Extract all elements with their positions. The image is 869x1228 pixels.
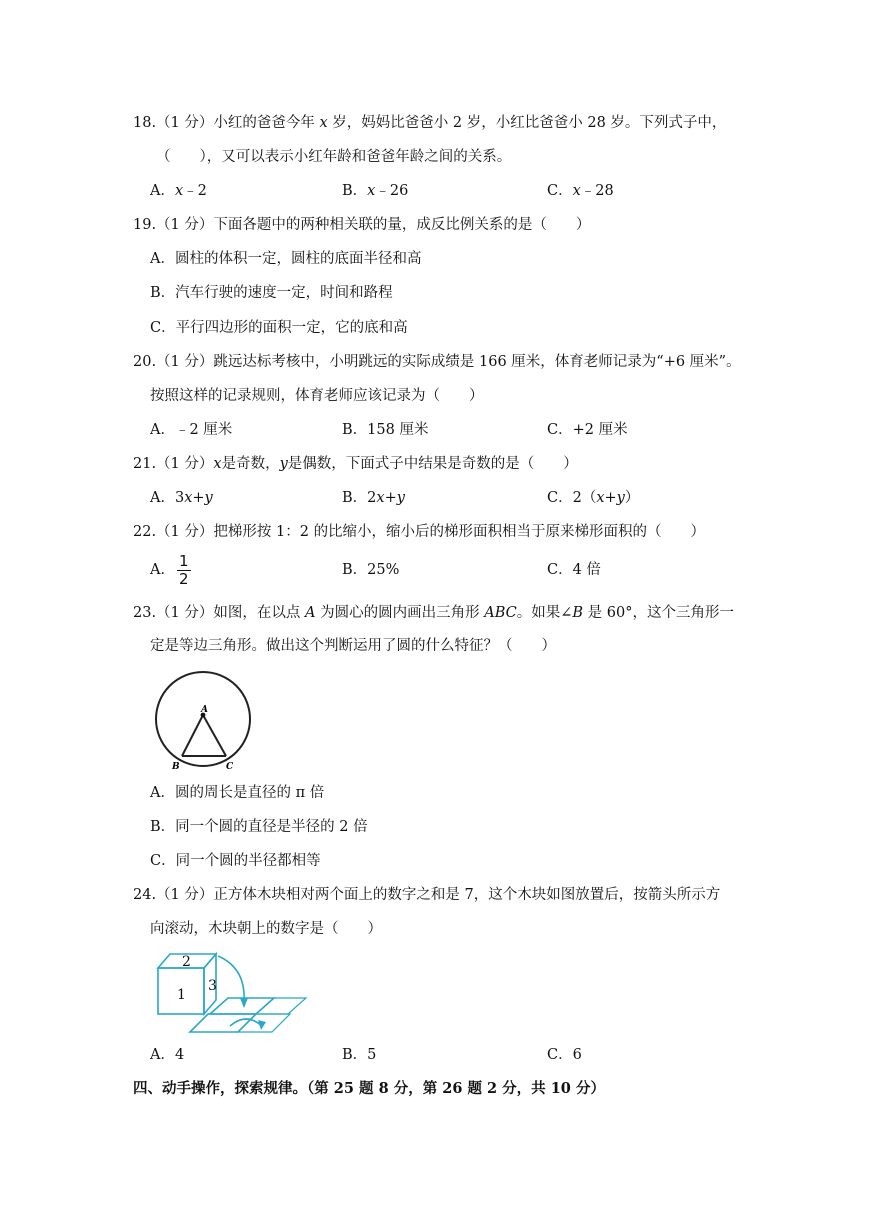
q23-option-b[interactable]: B．同一个圆的直径是半径的 2 倍 (150, 819, 368, 835)
triangle-side-ab (182, 715, 203, 756)
q23-option-c[interactable]: C．同一个圆的半径都相等 (150, 853, 321, 869)
cube-side-number: 3 (208, 978, 217, 994)
q20-line1: 20.（1 分）跳远达标考核中，小明跳远的实际成绩是 166 厘米，体育老师记录为“+6 厘米”。 (133, 354, 741, 370)
q22-option-c[interactable]: C．4 倍 (547, 562, 601, 578)
ground-square-2 (190, 1014, 256, 1032)
fraction-one-half: $\frac{1}{2}$ (178, 551, 189, 588)
arrowhead-icon (240, 998, 248, 1008)
q21-option-a[interactable]: A．3x+y (150, 490, 213, 506)
q19-option-a[interactable]: A．圆柱的体积一定，圆柱的底面半径和高 (150, 251, 422, 267)
label-c: C (226, 762, 234, 772)
q22-option-a[interactable]: A． $\frac{1}{2}$ (150, 551, 189, 588)
q18-option-c[interactable]: C．x﹣28 (547, 183, 614, 199)
label-a: A (201, 705, 208, 715)
q18-line2: （ ），又可以表示小红年龄和爸爸年龄之间的关系。 (156, 149, 512, 165)
q22-line1: 22.（1 分）把梯形按 1：2 的比缩小，缩小后的梯形面积相当于原来梯形面积的（ ） (133, 524, 706, 540)
q18-option-b[interactable]: B．x﹣26 (342, 183, 409, 199)
q24-option-c[interactable]: C．6 (547, 1047, 582, 1063)
ground-square-3 (256, 998, 306, 1014)
roll-arrow-icon (218, 956, 244, 1002)
q20-option-a[interactable]: A．﹣2 厘米 (150, 422, 233, 438)
rolling-cube-figure (150, 946, 315, 1038)
q20-option-b[interactable]: B．158 厘米 (342, 422, 429, 438)
section-four-heading: 四、动手操作，探索规律。（第 25 题 8 分，第 26 题 2 分，共 10 分） (133, 1080, 605, 1097)
q24-line1: 24.（1 分）正方体木块相对两个面上的数字之和是 7，这个木块如图放置后，按箭头所示方 (133, 887, 721, 903)
q21-option-c[interactable]: C．2（x+y） (547, 490, 640, 506)
q21-option-b[interactable]: B．2x+y (342, 490, 405, 506)
q19-line1: 19.（1 分）下面各题中的两种相关联的量，成反比例关系的是（ ） (133, 217, 591, 233)
q24-line2: 向滚动，木块朝上的数字是（ ） (150, 921, 382, 937)
q21-line1: 21.（1 分）x是奇数，y是偶数，下面式子中结果是奇数的是（ ） (133, 456, 578, 472)
q19-option-b[interactable]: B．汽车行驶的速度一定，时间和路程 (150, 285, 393, 301)
triangle-side-ac (203, 715, 226, 756)
q22-option-b[interactable]: B．25% (342, 562, 400, 578)
q23-line2: 定是等边三角形。做出这个判断运用了圆的什么特征？（ ） (150, 638, 556, 654)
q19-option-c[interactable]: C．平行四边形的面积一定，它的底和高 (150, 320, 408, 336)
q23-option-a[interactable]: A．圆的周长是直径的 π 倍 (150, 785, 325, 801)
q24-option-b[interactable]: B．5 (342, 1047, 377, 1063)
q20-line2: 按照这样的记录规则，体育老师应该记录为（ ） (150, 388, 484, 404)
q23-line1: 23.（1 分）如图，在以点 A 为圆心的圆内画出三角形 ABC。如果∠B 是 60°，这个三角形一 (133, 605, 734, 621)
label-b: B (172, 762, 180, 772)
q18-option-a[interactable]: A．x﹣2 (150, 183, 207, 199)
cube-front-number: 1 (177, 987, 186, 1003)
circle-outline (156, 672, 250, 766)
q24-option-a[interactable]: A．4 (150, 1047, 185, 1063)
cube-top-number: 2 (182, 954, 191, 970)
arrowhead-small-icon (258, 1020, 266, 1030)
q20-option-c[interactable]: C．+2 厘米 (547, 422, 628, 438)
q18-line1: 18.（1 分）小红的爸爸今年 x 岁，妈妈比爸爸小 2 岁，小红比爸爸小 28 岁。下列式子中， (133, 115, 727, 131)
circle-triangle-figure (150, 668, 260, 772)
